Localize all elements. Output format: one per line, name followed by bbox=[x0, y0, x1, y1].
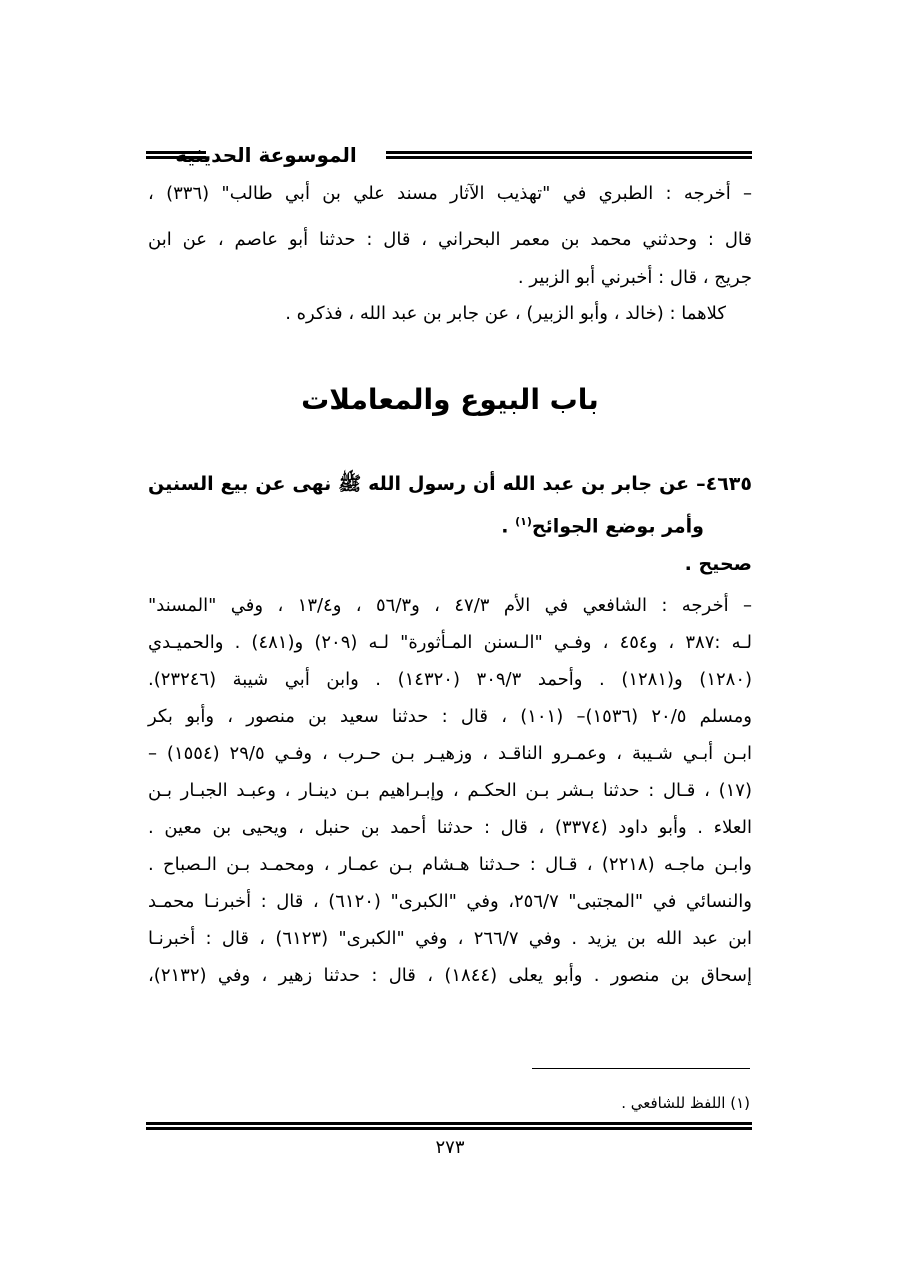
hadith-text-line-2-end: . bbox=[501, 515, 516, 538]
takhrij-line-9: والنسائي في "المجتبى" ٢٥٦/٧، وفي "الكبرى" (٦١٢٠) ، قال : أخبرنـا محمـد bbox=[148, 891, 752, 912]
takhrij-line-4: ومسلم ٢٠/٥ (١٥٣٦)– (١٠١) ، قال : حدثنا سعيد بن منصور ، وأبو بكر bbox=[148, 706, 752, 727]
footnote-reference[interactable]: (١) bbox=[515, 515, 532, 528]
takhrij-line-11: إسحاق بن منصور . وأبو يعلى (١٨٤٤) ، قال : حدثنا زهير ، وفي (٢١٣٢)، bbox=[148, 965, 752, 986]
takhrij-line-6: (١٧) ، قـال : حدثنا بـشر بـن الحكـم ، وإبـراهيم بـن دينـار ، وعبـد الجبـار بـن bbox=[148, 780, 752, 801]
footnote-text: (١) اللفظ للشافعي . bbox=[621, 1094, 750, 1112]
running-header-title: الموسوعة الحديثية bbox=[175, 143, 357, 167]
takhrij-line-7: العلاء . وأبو داود (٣٣٧٤) ، قال : حدثنا أحمد بن حنبل ، ويحيى بن معين . bbox=[148, 817, 753, 838]
takhrij-line-3: (١٢٨٠) و(١٢٨١) . وأحمد ٣٠٩/٣ (١٤٣٢٠) . وابن أبي شيبة (٢٣٢٤٦). bbox=[148, 669, 753, 690]
header-rule-right bbox=[386, 151, 752, 159]
intro-closing: كلاهما : (خالد ، وأبو الزبير) ، عن جابر بن عبد الله ، فذكره . bbox=[285, 303, 726, 324]
takhrij-line-5: ابـن أبـي شـيبة ، وعمـرو الناقـد ، وزهيـر بـن حـرب ، وفـي ٢٩/٥ (١٥٥٤) – bbox=[148, 743, 752, 764]
intro-line-2: قال : وحدثني محمد بن معمر البحراني ، قال : حدثنا أبو عاصم ، عن ابن bbox=[148, 229, 752, 250]
takhrij-line-2: لـه :٣٨٧ ، و٤٥٤ ، وفـي "الـسنن المـأثورة" لـه (٢٠٩) و(٤٨١) . والحميـدي bbox=[148, 632, 752, 653]
hadith-text-line-2-body: وأمر بوضع الجوائح bbox=[531, 515, 704, 538]
takhrij-line-10: ابن عبد الله بن يزيد . وفي ٢٦٦/٧ ، وفي "الكبرى" (٦١٢٣) ، قال : أخبرنـا bbox=[148, 928, 752, 949]
page-number: ٢٧٣ bbox=[435, 1137, 465, 1158]
takhrij-line-1: – أخرجه : الشافعي في الأم ٤٧/٣ ، و٥٦/٣ ، و١٣/٤ ، وفي "المسند" bbox=[148, 595, 752, 616]
hadith-grade: صحيح . bbox=[684, 553, 752, 575]
footnote-separator bbox=[532, 1068, 750, 1069]
takhrij-line-8: وابـن ماجـه (٢٢١٨) ، قـال : حـدثنا هـشام بـن عمـار ، ومحمـد بـن الـصباح . bbox=[148, 854, 752, 875]
hadith-text-line-2 bbox=[94, 508, 704, 540]
intro-line-3: جريج ، قال : أخبرني أبو الزبير . bbox=[517, 267, 752, 288]
hadith-text-line-1: ٤٦٣٥– عن جابر بن عبد الله أن رسول الله ﷺ نهى عن بيع السنين bbox=[148, 473, 752, 495]
footer-rule bbox=[146, 1122, 752, 1130]
section-title: باب البيوع والمعاملات bbox=[301, 383, 599, 416]
intro-line-1: – أخرجه : الطبري في "تهذيب الآثار مسند علي بن أبي طالب" (٣٣٦) ، bbox=[148, 183, 752, 204]
